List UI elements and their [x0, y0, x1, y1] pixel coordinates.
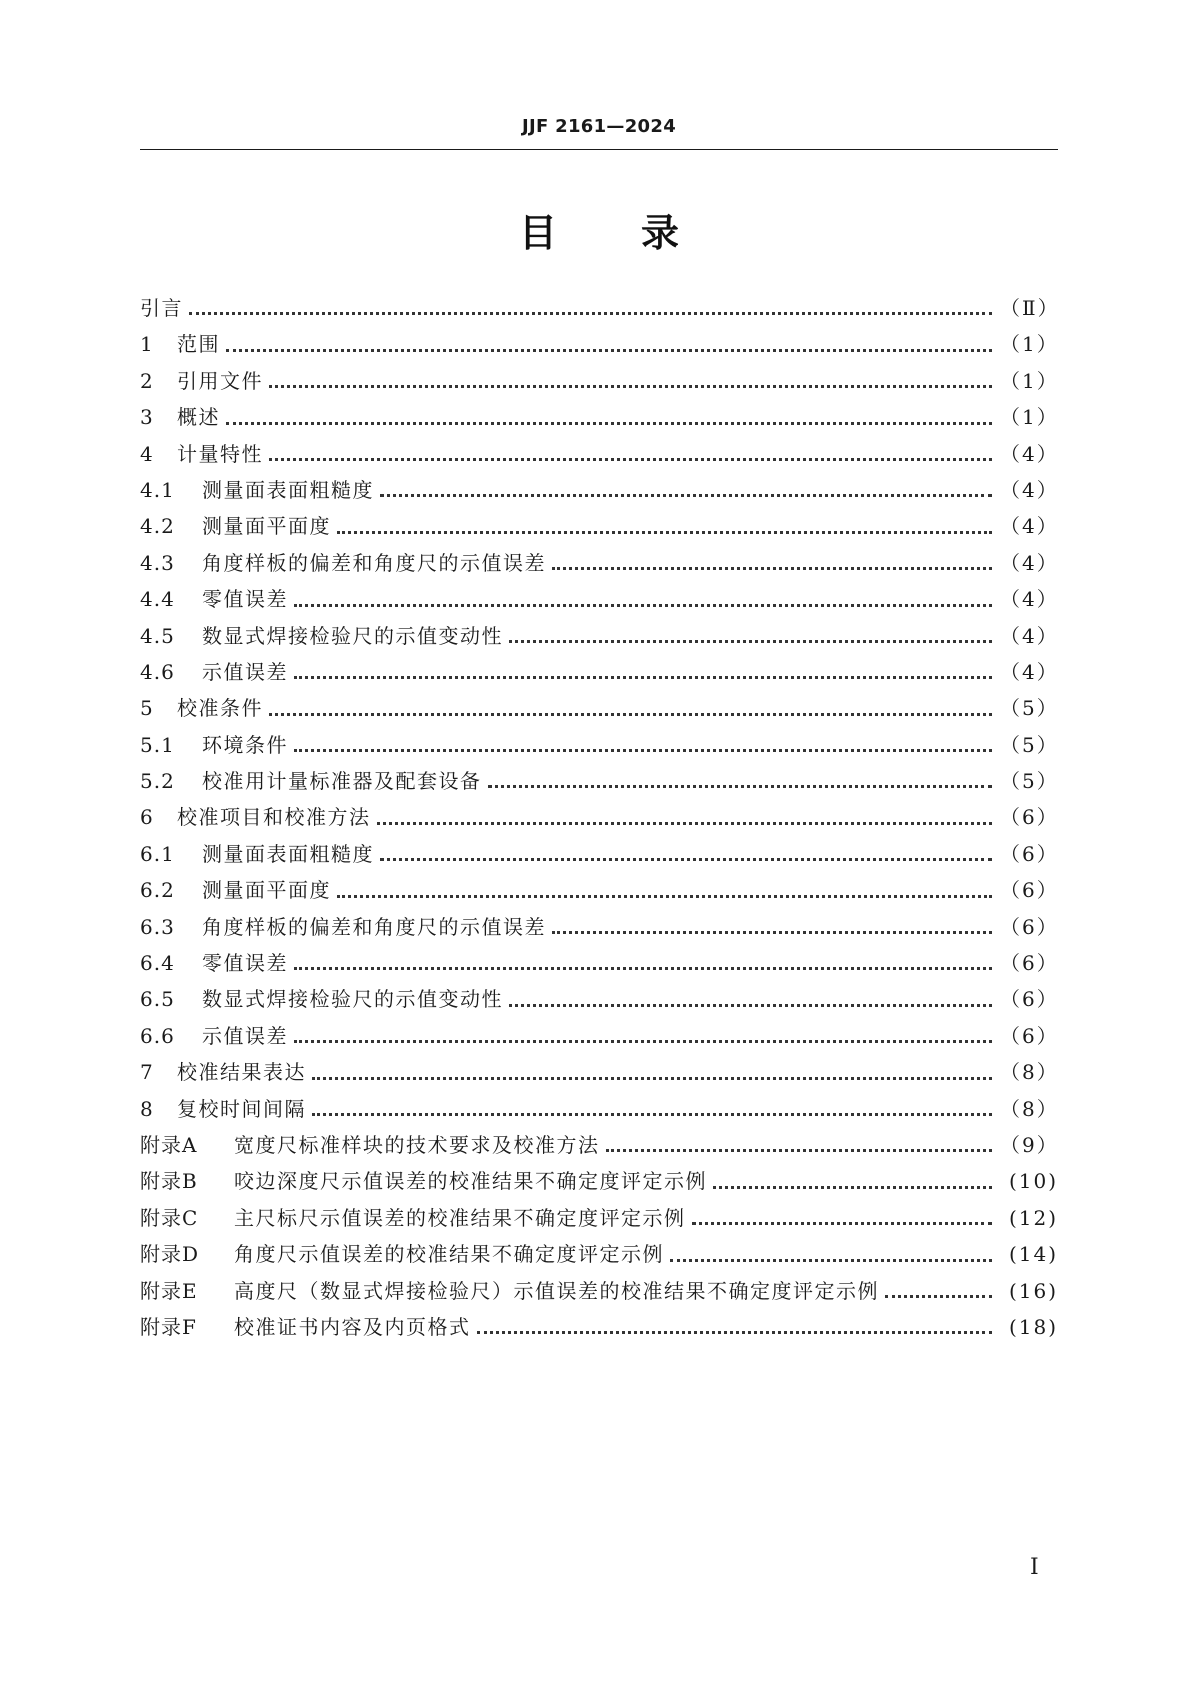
- toc-entry-1[interactable]: [140, 326, 1058, 362]
- toc-entry-4-4[interactable]: [140, 581, 1058, 617]
- page-number: Ⅰ: [1030, 1555, 1039, 1580]
- toc-entry-label: 零值误差: [202, 951, 288, 976]
- toc-entry-number: 4.1: [140, 477, 175, 502]
- toc-entry-number: 6: [140, 805, 154, 830]
- dot-leader: [509, 1004, 992, 1007]
- toc-entry-8[interactable]: [140, 1091, 1058, 1127]
- toc-entry-number: 附录D: [140, 1242, 200, 1267]
- toc-entry-3[interactable]: [140, 399, 1058, 435]
- document-code-header: JJF 2161—2024: [521, 116, 677, 137]
- toc-entry-label: 引用文件: [177, 368, 263, 393]
- toc-entry-5-1[interactable]: [140, 727, 1058, 763]
- toc-entry-number: 8: [140, 1096, 154, 1121]
- dot-leader: [294, 749, 992, 752]
- toc-entry-page: （Ⅱ）: [1000, 295, 1060, 320]
- toc-entry-label: 示值误差: [202, 659, 288, 684]
- toc-entry-page: (16): [1008, 1278, 1058, 1303]
- toc-entry-4[interactable]: [140, 436, 1058, 472]
- toc-entry-page: (10): [1008, 1169, 1058, 1194]
- dot-leader: [312, 1077, 992, 1080]
- toc-entry-number: 附录F: [140, 1314, 197, 1339]
- dot-leader: [226, 422, 992, 425]
- toc-entry-number: 4.2: [140, 514, 175, 539]
- toc-entry-4-1[interactable]: [140, 472, 1058, 508]
- toc-entry-appendix-e[interactable]: [140, 1273, 1058, 1309]
- toc-entry-foreword[interactable]: [140, 290, 1058, 326]
- toc-entry-label: 引言: [140, 295, 183, 320]
- toc-entry-label: 零值误差: [202, 587, 288, 612]
- toc-entry-number: 4.5: [140, 623, 175, 648]
- toc-entry-appendix-b[interactable]: [140, 1163, 1058, 1199]
- dot-leader: [509, 640, 992, 643]
- dot-leader: [269, 458, 992, 461]
- toc-entry-page: （1）: [1000, 368, 1059, 393]
- dot-leader: [294, 967, 992, 970]
- dot-leader: [312, 1113, 992, 1116]
- toc-entry-page: （6）: [1000, 1023, 1059, 1048]
- dot-leader: [337, 895, 992, 898]
- toc-entry-5-2[interactable]: [140, 763, 1058, 799]
- toc-entry-label: 角度样板的偏差和角度尺的示值误差: [202, 550, 546, 575]
- dot-leader: [552, 931, 992, 934]
- toc-entry-number: 6.4: [140, 951, 175, 976]
- toc-entry-number: 6.6: [140, 1023, 175, 1048]
- toc-entry-appendix-f[interactable]: [140, 1309, 1058, 1345]
- toc-entry-page: （8）: [1000, 1060, 1059, 1085]
- toc-entry-6-5[interactable]: [140, 981, 1058, 1017]
- toc-entry-label: 角度样板的偏差和角度尺的示值误差: [202, 914, 546, 939]
- toc-entry-number: 5.1: [140, 732, 175, 757]
- toc-entry-label: 校准条件: [177, 696, 263, 721]
- toc-entry-page: （4）: [1000, 477, 1059, 502]
- toc-entry-page: （6）: [1000, 878, 1059, 903]
- toc-entry-label: 高度尺（数显式焊接检验尺）示值误差的校准结果不确定度评定示例: [234, 1278, 879, 1303]
- toc-entry-6-1[interactable]: [140, 836, 1058, 872]
- toc-entry-number: 6.2: [140, 878, 175, 903]
- toc-entry-6[interactable]: [140, 799, 1058, 835]
- toc-entry-label: 示值误差: [202, 1023, 288, 1048]
- toc-entry-number: 1: [140, 332, 154, 357]
- toc-entry-6-4[interactable]: [140, 945, 1058, 981]
- toc-entry-label: 主尺标尺示值误差的校准结果不确定度评定示例: [234, 1205, 686, 1230]
- toc-entry-page: （9）: [1000, 1132, 1059, 1157]
- toc-entry-number: 5: [140, 696, 154, 721]
- toc-entry-label: 校准用计量标准器及配套设备: [202, 769, 482, 794]
- toc-entry-label: 计量特性: [177, 441, 263, 466]
- dot-leader: [226, 349, 992, 352]
- dot-leader: [377, 822, 993, 825]
- toc-entry-page: （4）: [1000, 623, 1059, 648]
- toc-entry-page: （6）: [1000, 841, 1059, 866]
- toc-entry-number: 附录B: [140, 1169, 198, 1194]
- toc-entry-number: 2: [140, 368, 154, 393]
- toc-entry-number: 4.3: [140, 550, 175, 575]
- toc-entry-number: 6.3: [140, 914, 175, 939]
- dot-leader: [269, 713, 992, 716]
- toc-entry-number: 4.4: [140, 587, 175, 612]
- toc-entry-6-6[interactable]: [140, 1018, 1058, 1054]
- toc-entry-page: (14): [1008, 1242, 1058, 1267]
- toc-entry-appendix-d[interactable]: [140, 1236, 1058, 1272]
- toc-entry-label: 测量面表面粗糙度: [202, 477, 374, 502]
- toc-entry-label: 咬边深度尺示值误差的校准结果不确定度评定示例: [234, 1169, 707, 1194]
- toc-entry-label: 范围: [177, 332, 220, 357]
- toc-entry-page: （6）: [1000, 951, 1059, 976]
- toc-entry-page: （4）: [1000, 514, 1059, 539]
- dot-leader: [269, 385, 992, 388]
- dot-leader: [337, 531, 992, 534]
- toc-entry-page: （5）: [1000, 696, 1059, 721]
- toc-entry-appendix-a[interactable]: [140, 1127, 1058, 1163]
- toc-entry-4-3[interactable]: [140, 545, 1058, 581]
- toc-entry-page: （5）: [1000, 732, 1059, 757]
- toc-entry-page: （5）: [1000, 769, 1059, 794]
- toc-entry-page: （1）: [1000, 332, 1059, 357]
- toc-entry-label: 校准项目和校准方法: [177, 805, 371, 830]
- toc-entry-label: 测量面平面度: [202, 514, 331, 539]
- header-rule: [140, 149, 1058, 150]
- toc-entry-number: 4: [140, 441, 154, 466]
- toc-entry-label: 数显式焊接检验尺的示值变动性: [202, 987, 503, 1012]
- toc-entry-4-2[interactable]: [140, 508, 1058, 544]
- toc-entry-number: 4.6: [140, 659, 175, 684]
- toc-entry-label: 测量面平面度: [202, 878, 331, 903]
- toc-entry-5[interactable]: [140, 690, 1058, 726]
- toc-entry-number: 附录A: [140, 1132, 198, 1157]
- toc-entry-page: (18): [1008, 1314, 1058, 1339]
- dot-leader: [885, 1295, 992, 1298]
- toc-entry-appendix-c[interactable]: [140, 1200, 1058, 1236]
- dot-leader: [380, 858, 992, 861]
- toc-entry-label: 数显式焊接检验尺的示值变动性: [202, 623, 503, 648]
- dot-leader: [713, 1186, 992, 1189]
- toc-entry-page: （6）: [1000, 805, 1059, 830]
- toc-entry-page: （6）: [1000, 987, 1059, 1012]
- toc-entry-page: （4）: [1000, 441, 1059, 466]
- toc-entry-label: 环境条件: [202, 732, 288, 757]
- dot-leader: [380, 494, 992, 497]
- dot-leader: [692, 1222, 993, 1225]
- toc-entry-number: 5.2: [140, 769, 175, 794]
- toc-entry-6-2[interactable]: [140, 872, 1058, 908]
- toc-entry-page: （1）: [1000, 405, 1059, 430]
- toc-entry-number: 附录E: [140, 1278, 198, 1303]
- table-of-contents: [140, 290, 1058, 1345]
- dot-leader: [606, 1149, 993, 1152]
- dot-leader: [294, 676, 992, 679]
- toc-entry-label: 测量面表面粗糙度: [202, 841, 374, 866]
- toc-entry-page: （4）: [1000, 659, 1059, 684]
- toc-entry-7[interactable]: [140, 1054, 1058, 1090]
- dot-leader: [477, 1331, 993, 1334]
- toc-entry-page: （4）: [1000, 550, 1059, 575]
- toc-entry-page: （6）: [1000, 914, 1059, 939]
- toc-entry-number: 7: [140, 1060, 154, 1085]
- dot-leader: [294, 604, 992, 607]
- toc-entry-label: 复校时间间隔: [177, 1096, 306, 1121]
- dot-leader: [670, 1259, 992, 1262]
- dot-leader: [294, 1040, 992, 1043]
- dot-leader: [488, 785, 993, 788]
- toc-entry-label: 宽度尺标准样块的技术要求及校准方法: [234, 1132, 600, 1157]
- toc-entry-2[interactable]: [140, 363, 1058, 399]
- dot-leader: [552, 567, 992, 570]
- toc-entry-6-3[interactable]: [140, 909, 1058, 945]
- toc-entry-4-6[interactable]: [140, 654, 1058, 690]
- toc-entry-label: 校准结果表达: [177, 1060, 306, 1085]
- toc-entry-number: 6.5: [140, 987, 175, 1012]
- toc-entry-label: 校准证书内容及内页格式: [234, 1314, 471, 1339]
- toc-entry-page: （4）: [1000, 587, 1059, 612]
- page-title: 目录: [518, 211, 763, 255]
- toc-entry-page: (12): [1008, 1205, 1058, 1230]
- toc-entry-label: 角度尺示值误差的校准结果不确定度评定示例: [234, 1242, 664, 1267]
- toc-entry-label: 概述: [177, 405, 220, 430]
- toc-entry-page: （8）: [1000, 1096, 1059, 1121]
- dot-leader: [189, 312, 992, 315]
- toc-entry-4-5[interactable]: [140, 618, 1058, 654]
- toc-entry-number: 6.1: [140, 841, 175, 866]
- toc-entry-number: 附录C: [140, 1205, 199, 1230]
- toc-entry-number: 3: [140, 405, 154, 430]
